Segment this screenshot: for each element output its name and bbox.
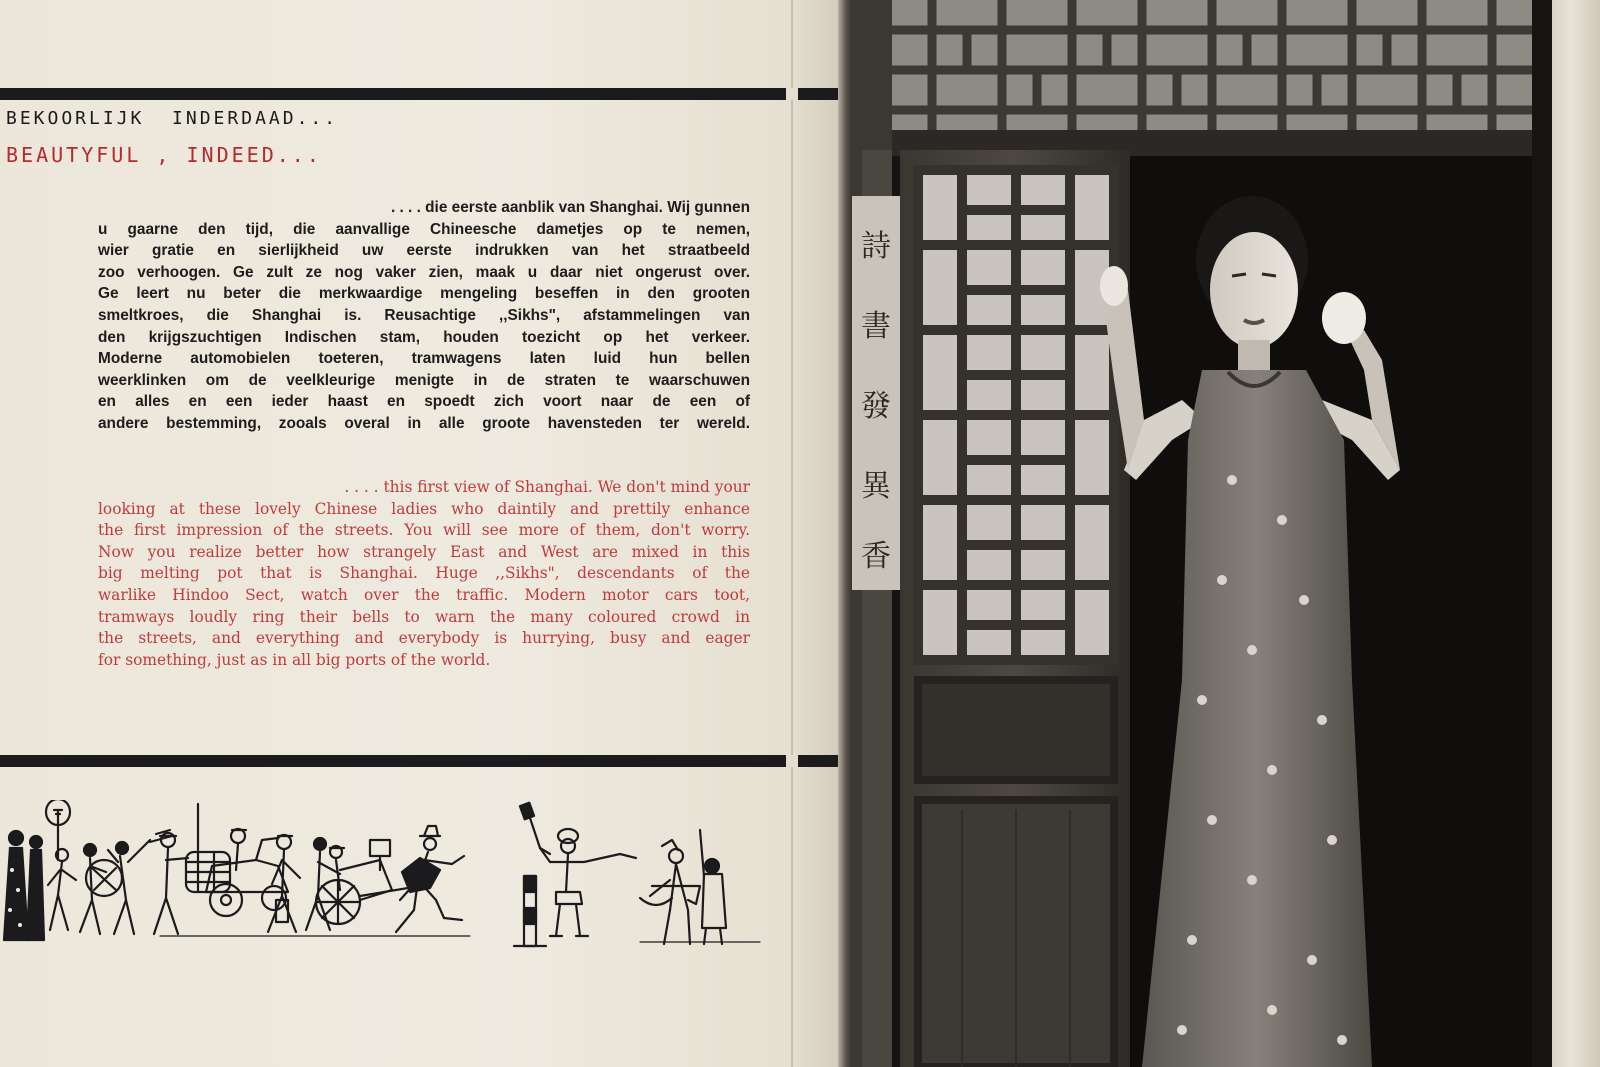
- door-lattice-window: [918, 170, 1114, 660]
- english-paragraph: [98, 477, 750, 671]
- heading-dutch: BEKOORLIJK INDERDAAD...: [6, 108, 339, 129]
- couplet-sign: [852, 196, 900, 590]
- upper-lattice-window: [892, 0, 1532, 156]
- sign-char: 異: [861, 469, 891, 504]
- sign-char: 書: [861, 309, 891, 344]
- sign-char: 詩: [861, 229, 891, 264]
- dutch-line: en alles en een ieder haast en spoedt zich voort naar de een of: [98, 393, 750, 411]
- dutch-line: Moderne automobielen toeteren, tramwagens laten luid hun bellen: [98, 350, 750, 368]
- page-fold-line: [791, 0, 793, 1067]
- walker-figures-icon: [268, 835, 344, 932]
- sign-char: 發: [861, 389, 891, 424]
- rickshaw-puller-icon: [396, 826, 464, 932]
- vendor-figures-icon: [640, 830, 726, 944]
- sikh-policeman-icon: [520, 803, 636, 936]
- heading-english: BEAUTYFUL , INDEED...: [6, 143, 322, 167]
- right-page-photo: [852, 0, 1552, 1067]
- sign-char: 香: [861, 539, 891, 574]
- dutch-line: weerklinken om de veelkleurige menigte in de straten te waarschuwen: [98, 371, 750, 389]
- woman-in-doorway-photo: [852, 0, 1552, 1067]
- bollard-icon: [514, 876, 546, 946]
- dutch-line: smeltkroes, die Shanghai is. Reusachtige ,,Sikhs", afstammelingen van: [98, 306, 750, 324]
- english-line: . . . . this first view of Shanghai. We don't mind your: [344, 478, 750, 496]
- dutch-line: zoo verhoogen. Ge zult ze nog vaker zien, maak u daar niet ongerust over.: [98, 263, 750, 281]
- bottom-rule: [0, 755, 846, 767]
- english-line: the first impression of the streets. You will see more of them, don't worry.: [98, 521, 750, 540]
- top-rule-gap: [786, 88, 798, 100]
- english-line: the streets, and everything and everybody is hurrying, busy and eager: [98, 629, 750, 648]
- dutch-paragraph: [98, 197, 750, 435]
- bottom-rule-gap: [786, 755, 798, 767]
- street-crowd-sketch-icon: [0, 800, 780, 970]
- top-rule: [0, 88, 846, 100]
- english-line: looking at these lovely Chinese ladies who daintily and prettily enhance: [98, 499, 750, 518]
- crowd-figures-icon: [48, 804, 246, 934]
- english-line: warlike Hindoo Sect, watch over the traffic. Modern motor cars toot,: [98, 585, 750, 604]
- dutch-line: . . . . die eerste aanblik van Shanghai. Wij gunnen: [390, 199, 750, 216]
- english-line: Now you realize better how strangely East and West are mixed in this: [98, 542, 750, 561]
- english-line: tramways loudly ring their bells to warn the many coloured crowd in: [98, 607, 750, 626]
- right-page-edge: [1552, 0, 1600, 1067]
- dutch-line: Ge leert nu beter die merkwaardige mengeling beseffen in den grooten: [98, 285, 750, 303]
- lady-figure-icon: [4, 831, 44, 940]
- dutch-line: u gaarne den tijd, die aanvallige Chineesche dametjes op te nemen,: [98, 220, 750, 238]
- english-line: for something, just as in all big ports of the world.: [98, 650, 491, 669]
- dutch-line: wier gratie en sierlijkheid uw eerste indrukken van het straatbeeld: [98, 242, 750, 260]
- english-line: big melting pot that is Shanghai. Huge ,,Sikhs", descendants of the: [98, 564, 750, 583]
- dutch-line: den krijgszuchtigen Indischen stam, houden toezicht op het verkeer.: [98, 328, 750, 346]
- dutch-line: andere bestemming, zooals overal in alle groote havensteden ter wereld.: [98, 414, 750, 432]
